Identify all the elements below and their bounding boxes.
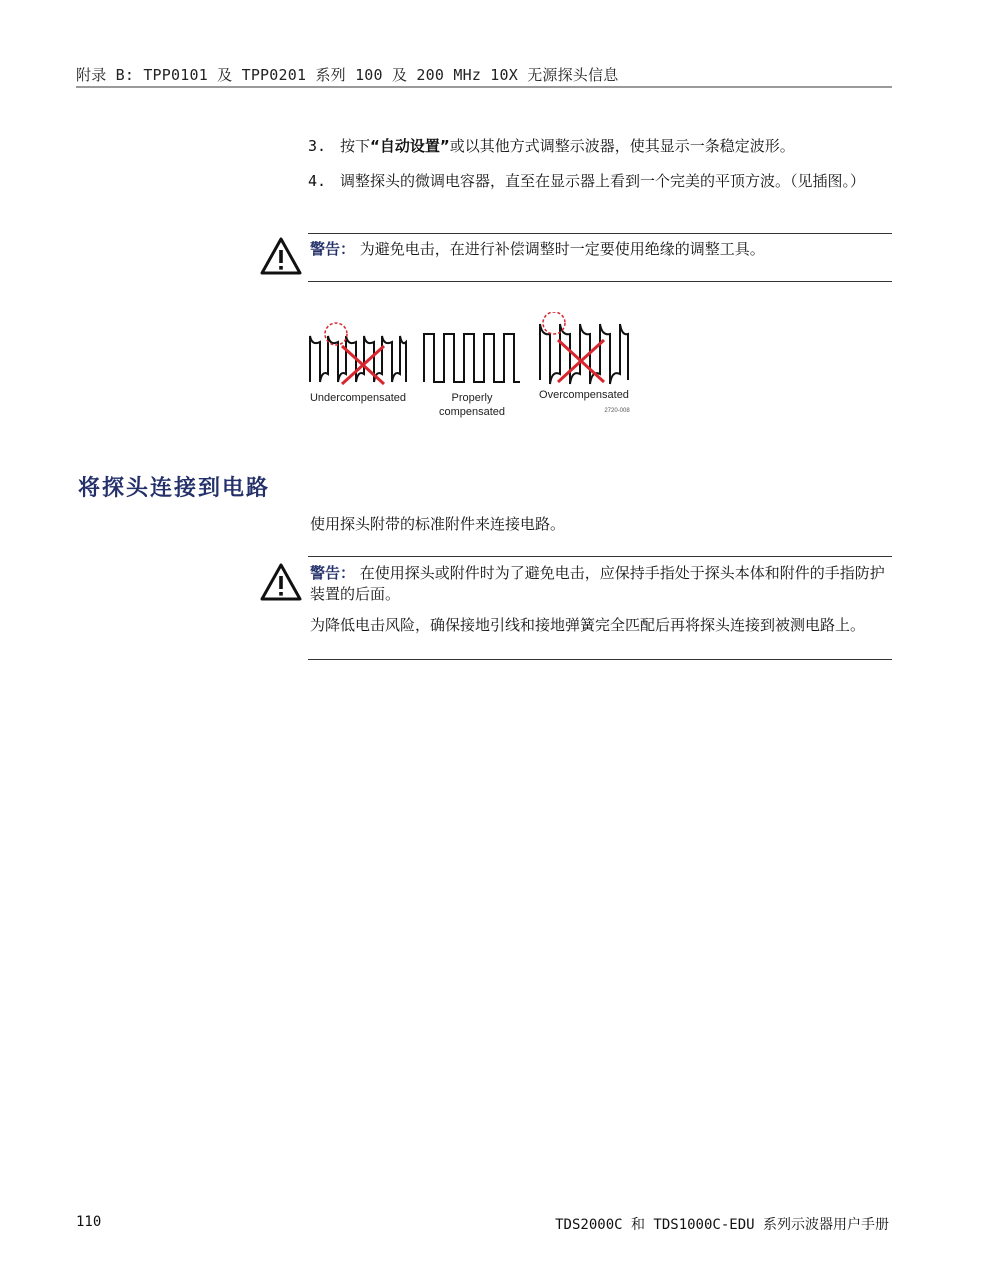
warning-2 [310, 563, 894, 605]
warning-1 [310, 239, 894, 260]
warning-text: 为避免电击，在进行补偿调整时一定要使用绝缘的调整工具。 [355, 240, 765, 258]
warning-bottom-rule [308, 281, 892, 282]
step-number: 3. [308, 137, 327, 155]
warning-bottom-rule [308, 659, 892, 660]
label-overcompensated: Overcompensated [539, 389, 629, 401]
warning-label: 警告： [310, 564, 356, 582]
warning-top-rule [308, 233, 892, 234]
step-4 [308, 171, 898, 215]
autoset-button-ref: “自动设置” [370, 137, 450, 155]
compensation-figure [306, 312, 636, 424]
intro-paragraph: 使用探头附带的标准附件来连接电路。 [310, 515, 566, 533]
label-undercompensated: Undercompensated [309, 392, 406, 404]
header-divider [76, 86, 892, 88]
warning-triangle-icon [260, 563, 302, 601]
manual-title: TDS2000C 和 TDS1000C-EDU 系列示波器用户手册 [555, 1217, 889, 1233]
page-number: 110 [76, 1214, 102, 1230]
section-title: 将探头连接到电路 [78, 476, 271, 501]
label-compensated: compensated [438, 406, 506, 418]
step-text: 按下“自动设置”或以其他方式调整示波器，使其显示一条稳定波形。 [340, 137, 795, 155]
running-header: 附录 B: TPP0101 及 TPP0201 系列 100 及 200 MHz 10X 无源探头信息 [76, 66, 619, 84]
waveform-diagram [306, 312, 636, 392]
overcompensated-waveform [540, 324, 628, 384]
highlight-circle [325, 323, 347, 345]
warning-top-rule [308, 556, 892, 557]
warning-text: 在使用探头或附件时为了避免电击，应保持手指处于探头本体和附件的手指防护装置的后面。 [310, 564, 885, 603]
step-number: 4. [308, 172, 327, 190]
figure-code: 2720-008 [604, 408, 630, 414]
warning-2-paragraph: 为降低电击风险，确保接地引线和接地弹簧完全匹配后再将探头连接到被测电路上。 [310, 616, 866, 634]
warning-triangle-icon [260, 237, 302, 275]
step-text: 调整探头的微调电容器，直至在显示器上看到一个完美的平顶方波。（见插图。） [340, 172, 866, 190]
warning-label: 警告： [310, 240, 356, 258]
label-properly: Properly [451, 392, 493, 404]
proper-waveform [424, 334, 520, 382]
